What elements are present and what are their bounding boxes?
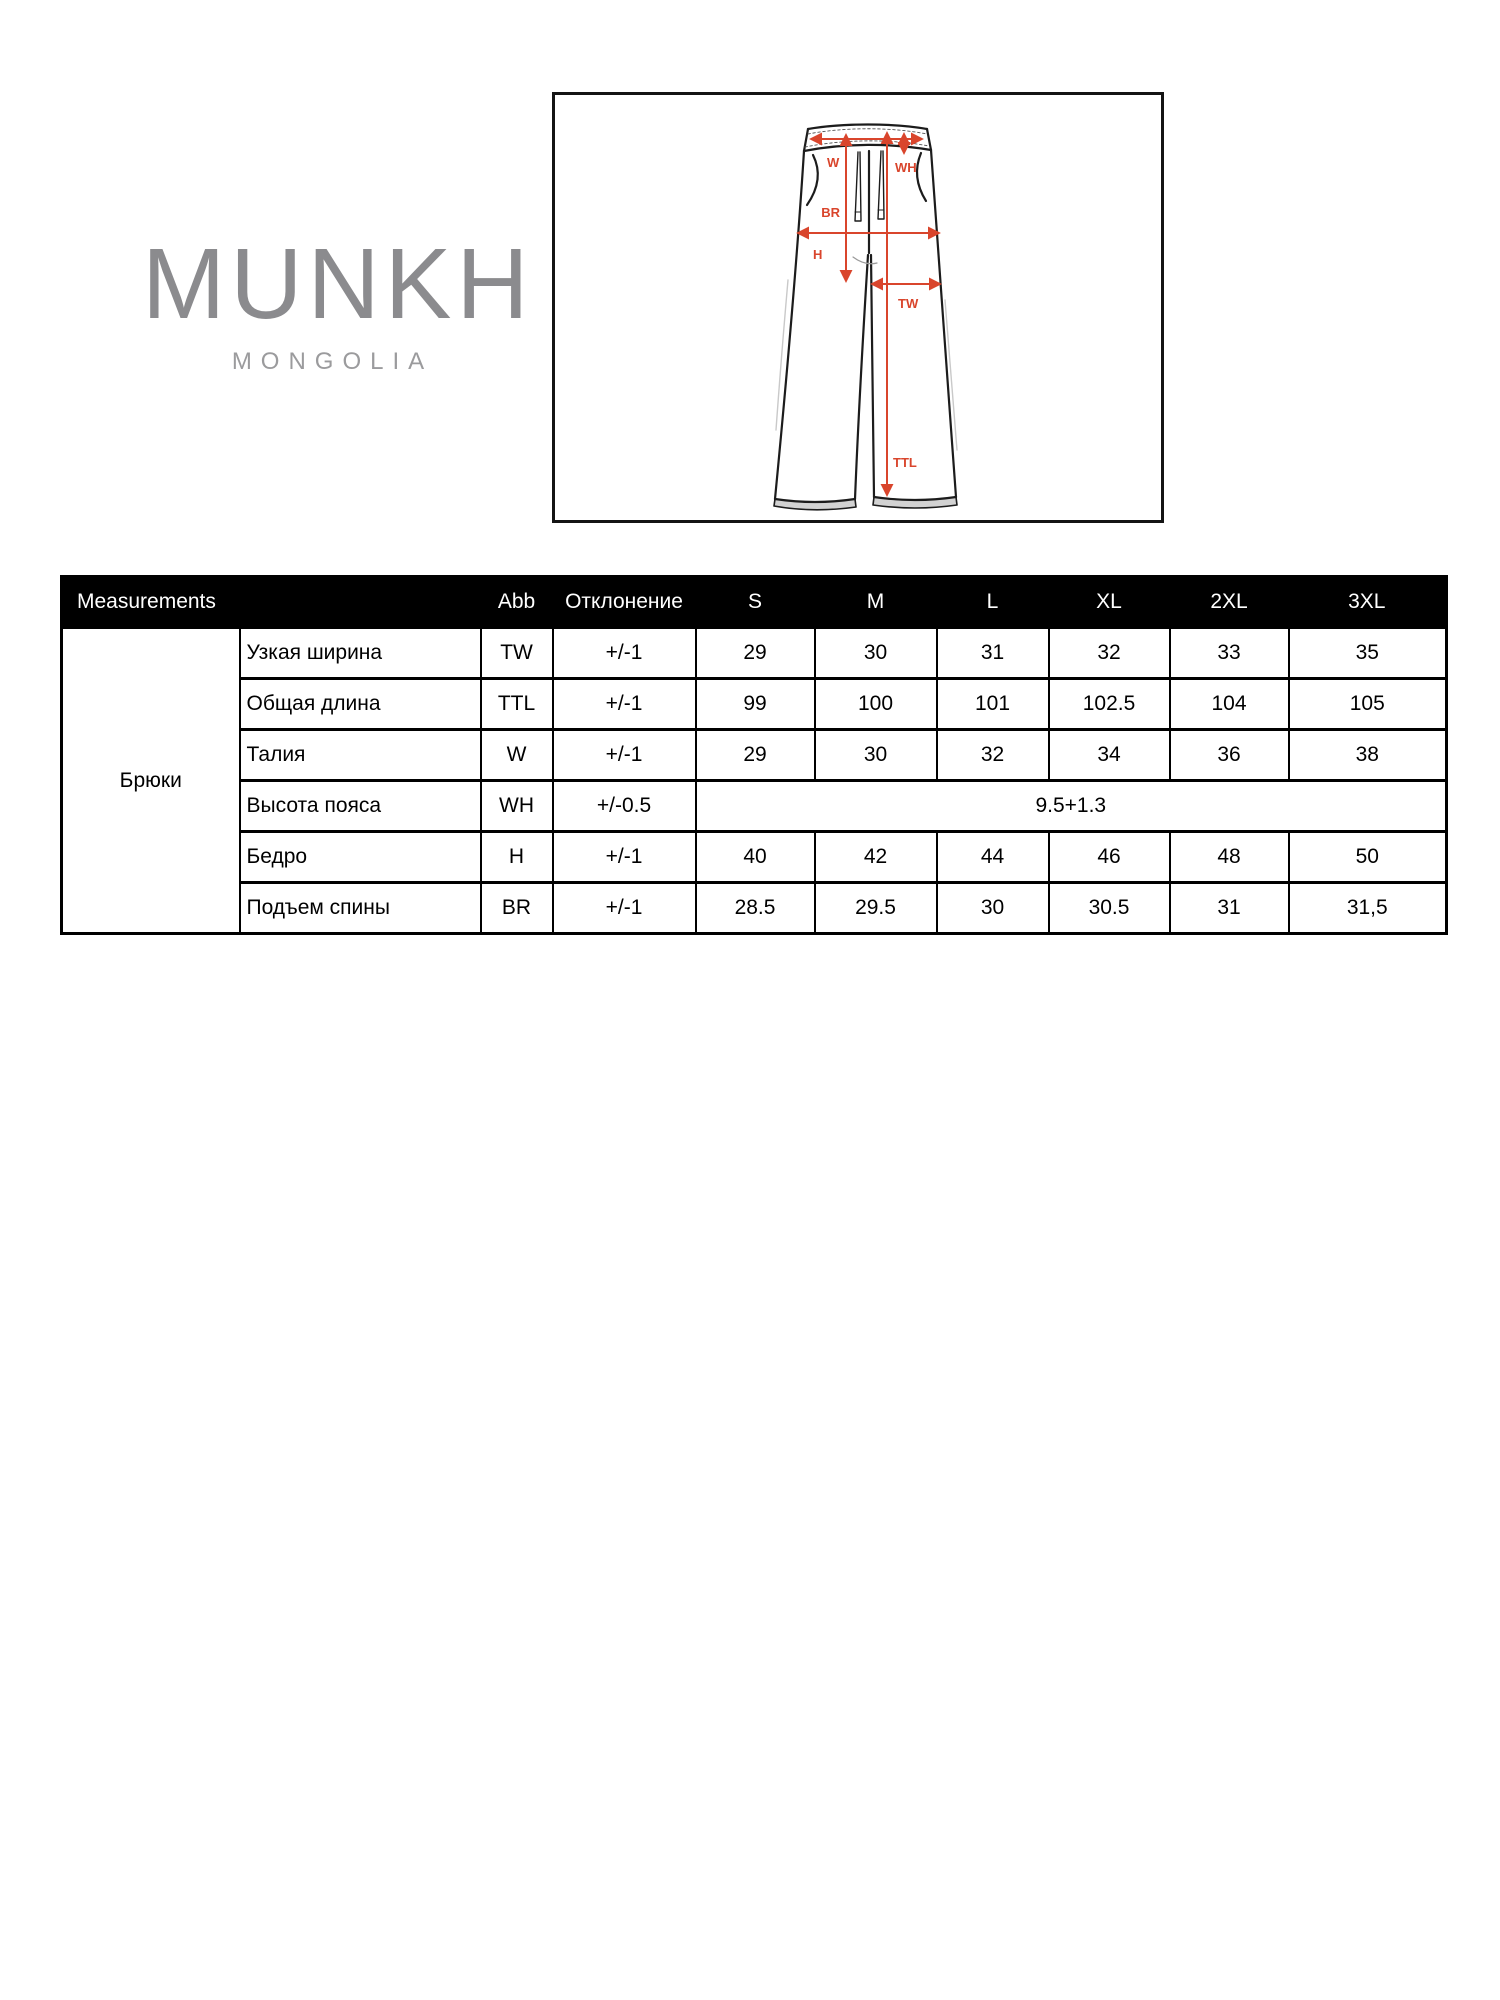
header-size-2xl: 2XL (1170, 577, 1289, 628)
pants-outline (774, 125, 957, 510)
size-value-cell: 100 (815, 679, 937, 730)
size-value-cell: 30.5 (1049, 883, 1170, 934)
header-measurements: Measurements (62, 577, 481, 628)
size-value-cell: 35 (1289, 628, 1447, 679)
total-length-label: TTL (893, 455, 917, 470)
span-value-cell: 9.5+1.3 (696, 781, 1447, 832)
measurement-labels (813, 155, 919, 470)
header-size-3xl: 3XL (1289, 577, 1447, 628)
deviation-cell: +/-1 (553, 883, 696, 934)
size-value-cell: 42 (815, 832, 937, 883)
deviation-cell: +/-1 (553, 832, 696, 883)
waistband-height-label: WH (895, 160, 917, 175)
size-value-cell: 31,5 (1289, 883, 1447, 934)
header-abb: Abb (481, 577, 553, 628)
back-rise-label: BR (821, 205, 840, 220)
measure-name-cell: Узкая ширина (240, 628, 481, 679)
table-row (62, 679, 1447, 730)
measure-name-cell: Общая длина (240, 679, 481, 730)
size-value-cell: 102.5 (1049, 679, 1170, 730)
size-value-cell: 104 (1170, 679, 1289, 730)
brand-region: MONGOLIA (231, 348, 434, 375)
garment-diagram-box (552, 92, 1164, 523)
size-value-cell: 30 (815, 628, 937, 679)
size-value-cell: 40 (696, 832, 815, 883)
header-deviation: Отклонение (553, 577, 696, 628)
deviation-cell: +/-1 (553, 679, 696, 730)
hip-label: H (813, 247, 823, 262)
deviation-cell: +/-1 (553, 730, 696, 781)
size-value-cell: 29 (696, 628, 815, 679)
abb-cell: TW (481, 628, 553, 679)
deviation-cell: +/-1 (553, 628, 696, 679)
measure-name-cell: Высота пояса (240, 781, 481, 832)
brand-logo (142, 228, 534, 376)
pants-technical-drawing (555, 95, 1161, 520)
table-row (62, 628, 1447, 679)
size-value-cell: 44 (937, 832, 1049, 883)
header-size-l: L (937, 577, 1049, 628)
measure-name-cell: Бедро (240, 832, 481, 883)
size-value-cell: 46 (1049, 832, 1170, 883)
size-value-cell: 31 (1170, 883, 1289, 934)
abb-cell: WH (481, 781, 553, 832)
size-value-cell: 50 (1289, 832, 1447, 883)
size-value-cell: 28.5 (696, 883, 815, 934)
size-value-cell: 99 (696, 679, 815, 730)
brand-name: MUNKH (142, 228, 534, 340)
abb-cell: BR (481, 883, 553, 934)
table-row (62, 730, 1447, 781)
waist-label: W (827, 155, 840, 170)
measure-name-cell: Подъем спины (240, 883, 481, 934)
abb-cell: TTL (481, 679, 553, 730)
group-label-cell: Брюки (62, 628, 240, 934)
abb-cell: W (481, 730, 553, 781)
table-row (62, 781, 1447, 832)
table-row (62, 832, 1447, 883)
size-value-cell: 29.5 (815, 883, 937, 934)
size-value-cell: 105 (1289, 679, 1447, 730)
size-value-cell: 29 (696, 730, 815, 781)
header-size-m: M (815, 577, 937, 628)
size-value-cell: 38 (1289, 730, 1447, 781)
size-value-cell: 32 (1049, 628, 1170, 679)
measure-name-cell: Талия (240, 730, 481, 781)
size-value-cell: 32 (937, 730, 1049, 781)
header-size-s: S (696, 577, 815, 628)
size-value-cell: 33 (1170, 628, 1289, 679)
measurements-table (60, 575, 1448, 935)
size-value-cell: 31 (937, 628, 1049, 679)
size-value-cell: 48 (1170, 832, 1289, 883)
size-value-cell: 34 (1049, 730, 1170, 781)
deviation-cell: +/-0.5 (553, 781, 696, 832)
thigh-width-label: TW (898, 296, 919, 311)
table-header-row (62, 577, 1447, 628)
header-size-xl: XL (1049, 577, 1170, 628)
table-row (62, 883, 1447, 934)
size-value-cell: 30 (815, 730, 937, 781)
size-value-cell: 30 (937, 883, 1049, 934)
size-value-cell: 36 (1170, 730, 1289, 781)
abb-cell: H (481, 832, 553, 883)
size-value-cell: 101 (937, 679, 1049, 730)
